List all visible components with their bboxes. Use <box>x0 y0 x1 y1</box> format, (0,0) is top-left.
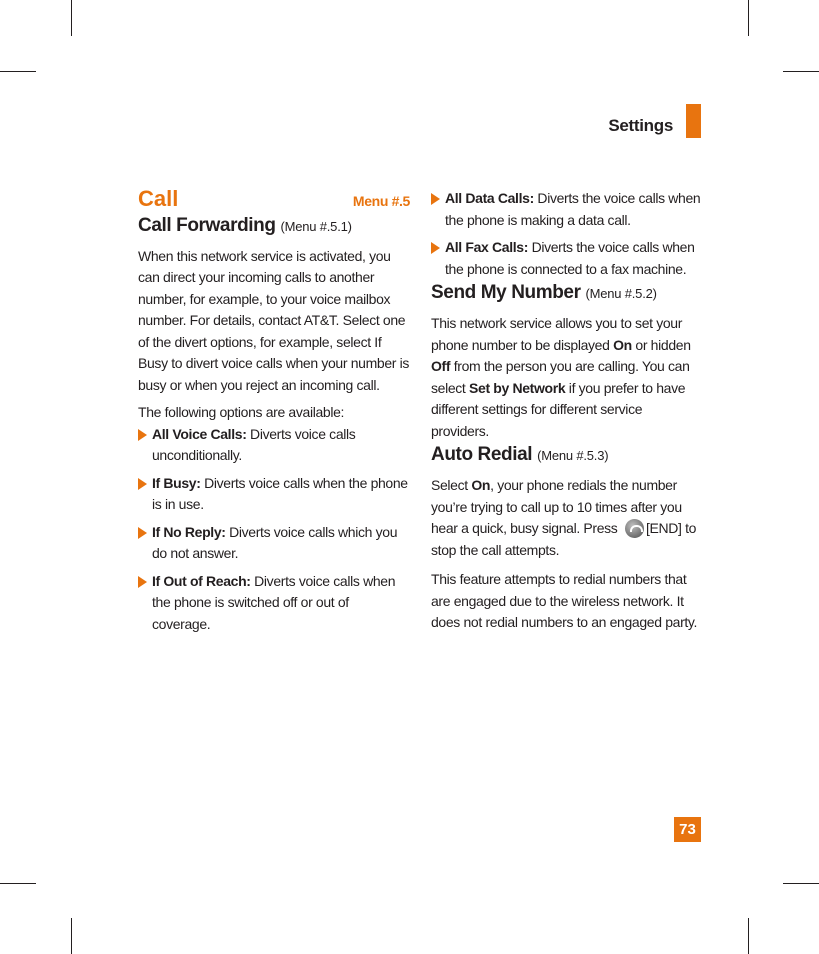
send-my-number-heading <box>431 280 703 307</box>
option-term: If No Reply: <box>152 523 226 540</box>
text-run: if you prefer to have different settings for different service providers. <box>431 379 686 439</box>
option-desc: Diverts voice calls which you do not answer. <box>152 523 398 561</box>
auto-redial-title: Auto Redial <box>431 444 533 465</box>
left-column <box>138 188 410 635</box>
section-menu-number: Menu #.5 <box>352 193 410 209</box>
option-term: If Busy: <box>152 474 201 491</box>
send-my-number-menu: (Menu #.5.2) <box>585 286 657 301</box>
running-header: Settings <box>608 116 673 135</box>
list-item <box>138 424 410 467</box>
options-intro: The following options are available: <box>138 404 345 420</box>
send-my-number-body <box>431 313 703 442</box>
option-desc: Diverts voice calls unconditionally. <box>152 425 356 463</box>
auto-redial-menu: (Menu #.5.3) <box>537 448 609 463</box>
crop-mark <box>71 0 72 36</box>
crop-mark <box>71 918 72 954</box>
on-option: On <box>471 477 491 493</box>
bullet-arrow-icon <box>138 576 147 588</box>
option-desc: Diverts voice calls when the phone is switched off or out of coverage. <box>152 572 396 632</box>
text-run: or hidden <box>631 336 691 353</box>
list-item <box>431 188 703 231</box>
crop-mark <box>783 883 819 884</box>
auto-redial-note: This feature attempts to redial numbers that are engaged due to the wireless network. It does not redial numbers to an engaged party. <box>431 571 698 630</box>
section-title: Call <box>138 186 179 211</box>
right-column <box>431 188 703 634</box>
crop-mark <box>748 918 749 954</box>
page-number: 73 <box>674 817 701 842</box>
bullet-arrow-icon <box>431 193 440 205</box>
list-item <box>138 522 410 565</box>
set-by-network-option: Set by Network <box>469 379 566 396</box>
call-forwarding-body: When this network service is activated, you can direct your incoming calls to another number, for example, to your voice mailbox number. For details, contact AT&T. Select one of the divert options, for example, select If Busy to divert voice calls when your number is busy or when you reject an incoming call. <box>138 247 410 393</box>
auto-redial-body <box>431 475 703 561</box>
bullet-arrow-icon <box>138 527 147 539</box>
list-item <box>138 571 410 636</box>
crop-mark <box>783 71 819 72</box>
forwarding-options-list <box>138 424 410 636</box>
option-desc: Diverts voice calls when the phone is in use. <box>152 474 408 512</box>
auto-redial-heading <box>431 442 703 469</box>
bullet-arrow-icon <box>431 242 440 254</box>
forwarding-options-list-continued <box>431 188 703 280</box>
text-run: This network service allows you to set your phone number to be displayed <box>431 315 683 353</box>
crop-mark <box>748 0 749 36</box>
header-tab-marker <box>686 104 701 138</box>
option-desc: Diverts the voice calls when the phone is connected to a fax machine. <box>445 239 695 277</box>
option-term: All Fax Calls: <box>445 239 529 255</box>
bullet-arrow-icon <box>138 429 147 441</box>
call-forwarding-heading <box>138 213 410 240</box>
off-option: Off <box>431 358 451 374</box>
text-run: , your phone redials the number you’re trying to call up to 10 times after you hear a quick, busy signal. Press <box>431 477 682 536</box>
option-term: All Data Calls: <box>445 190 534 206</box>
call-forwarding-title: Call Forwarding <box>138 214 276 236</box>
text-run: from the person you are calling. You can select <box>431 358 690 396</box>
option-term: If Out of Reach: <box>152 572 251 589</box>
bullet-arrow-icon <box>138 478 147 490</box>
section-heading <box>138 188 410 213</box>
list-item <box>431 237 703 280</box>
list-item <box>138 473 410 516</box>
crop-mark <box>0 71 36 72</box>
option-term: All Voice Calls: <box>152 425 247 442</box>
call-forwarding-menu: (Menu #.5.1) <box>280 218 352 234</box>
end-call-key-icon <box>625 519 644 538</box>
text-run: [END] to stop the call attempts. <box>431 520 697 558</box>
crop-mark <box>0 883 36 884</box>
send-my-number-title: Send My Number <box>431 282 581 303</box>
text-run: Select <box>431 477 472 493</box>
on-option: On <box>613 336 632 353</box>
option-desc: Diverts the voice calls when the phone is making a data call. <box>445 190 701 228</box>
